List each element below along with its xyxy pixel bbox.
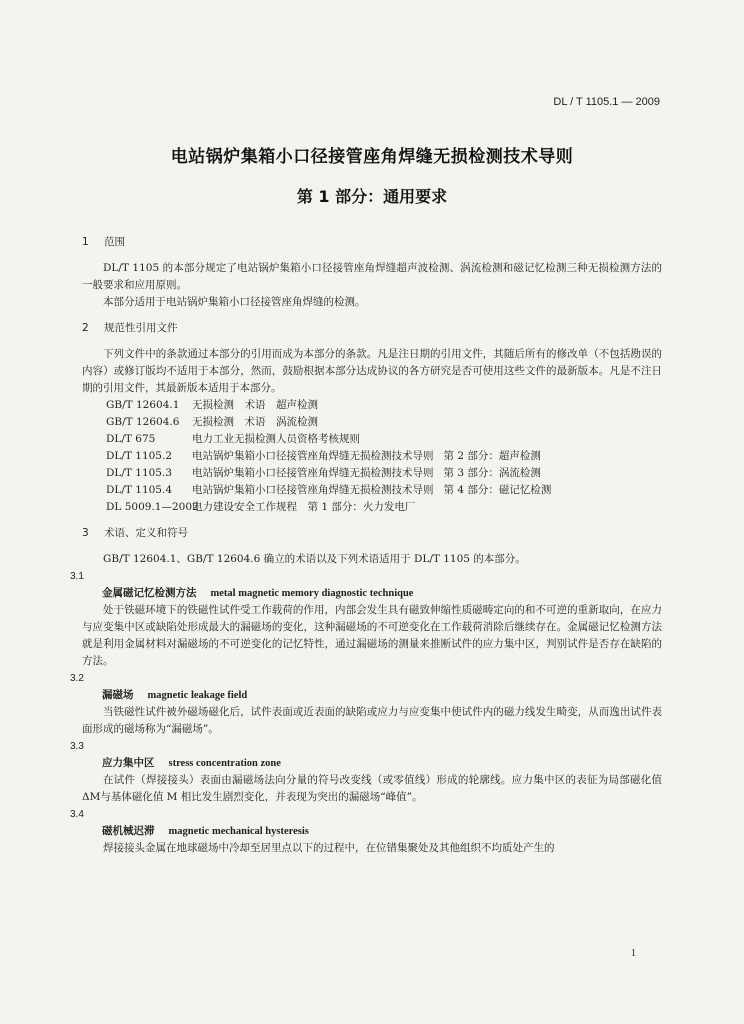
term-definition: 当铁磁性试件被外磁场磁化后，试件表面或近表面的缺陷或应力与应变集中使试件内的磁力线发生畸变，从而逸出试件表面形成的磁场称为“漏磁场”。 xyxy=(82,706,662,735)
standard-code: DL / T 1105.1 — 2009 xyxy=(553,96,660,108)
reference-item: DL/T 1105.2 电站锅炉集箱小口径接管座角焊缝无损检测技术导则 第 2 部分：超声检测 xyxy=(106,450,541,462)
terms-intro: GB/T 12604.1、GB/T 12604.6 确立的术语以及下列术语适用于 DL/T 1105 的本部分。 xyxy=(103,553,526,565)
reference-item: GB/T 12604.1 无损检测 术语 超声检测 xyxy=(106,399,318,411)
reference-item: GB/T 12604.6 无损检测 术语 涡流检测 xyxy=(106,416,318,428)
reference-item: DL/T 1105.4 电站锅炉集箱小口径接管座角焊缝无损检测技术导则 第 4 部分：磁记忆检测 xyxy=(106,484,552,496)
term-heading: 金属磁记忆检测方法 metal magnetic memory diagnostic technique xyxy=(102,587,414,599)
clause-number: 3.1 xyxy=(70,571,84,582)
scope-applicability: 本部分适用于电站锅炉集箱小口径接管座角焊缝的检测。 xyxy=(103,296,366,308)
clause-number: 3.4 xyxy=(70,809,84,820)
section-heading-terms: 3 术语、定义和符号 xyxy=(82,527,188,539)
clause-number: 3.2 xyxy=(70,673,84,684)
scope-paragraph: DL/T 1105 的本部分规定了电站锅炉集箱小口径接管座角焊缝超声波检测、涡流检测和磁记忆检测三种无损检测方法的一般要求和应用原则。 xyxy=(82,262,662,291)
document-subtitle: 第 1 部分：通用要求 xyxy=(296,187,448,206)
term-heading: 漏磁场 magnetic leakage field xyxy=(102,689,248,701)
document-title: 电站锅炉集箱小口径接管座角焊缝无损检测技术导则 xyxy=(170,147,574,167)
section-heading-normative-refs: 2 规范性引用文件 xyxy=(82,322,178,334)
normative-refs-intro: 下列文件中的条款通过本部分的引用而成为本部分的条款。凡是注日期的引用文件，其随后所有的修改单（不包括勘误的内容）或修订版均不适用于本部分，然而，鼓励根据本部分达成协议的各方研究是否可使用这些文件的最新版本。凡是不注日期的引用文件，其最新版本适用于本部分。 xyxy=(82,348,662,394)
reference-item: DL/T 675 电力工业无损检测人员资格考核规则 xyxy=(106,433,360,445)
reference-item: DL/T 1105.3 电站锅炉集箱小口径接管座角焊缝无损检测技术导则 第 3 部分：涡流检测 xyxy=(106,467,541,479)
document-body xyxy=(70,234,662,857)
reference-item: DL 5009.1—2002电力建设安全工作规程 第 1 部分：火力发电厂 xyxy=(106,501,416,513)
term-heading: 磁机械迟滞 magnetic mechanical hysteresis xyxy=(102,825,309,837)
term-heading: 应力集中区 stress concentration zone xyxy=(102,757,281,769)
term-definition: 焊接接头金属在地球磁场中冷却至居里点以下的过程中，在位错集聚处及其他组织不均质处产生的 xyxy=(103,842,555,854)
section-heading-scope: 1 范围 xyxy=(82,236,125,248)
reference-list xyxy=(82,397,662,516)
clause-number: 3.3 xyxy=(70,741,84,752)
term-definition: 在试件（焊接接头）表面由漏磁场法向分量的符号改变线（或零值线）形成的轮廓线。应力集中区的表征为局部磁化值ΔM与基体磁化值 M 相比发生剧烈变化，并表现为突出的漏磁场“峰值”。 xyxy=(82,774,662,803)
page-number: 1 xyxy=(631,948,636,959)
term-definition: 处于铁磁环境下的铁磁性试件受工作载荷的作用，内部会发生具有磁致伸缩性质磁畴定向的和不可逆的重新取向，在应力与应变集中区或缺陷处形成最大的漏磁场的变化，这种漏磁场的不可逆变化在工作载荷消除后继续存在。金属磁记忆检测方法就是利用金属材料对漏磁场的不可逆变化的记忆特性，通过漏磁场的测量来推断试件的应力集中区，判别试件是否存在缺陷的方法。 xyxy=(82,604,662,667)
